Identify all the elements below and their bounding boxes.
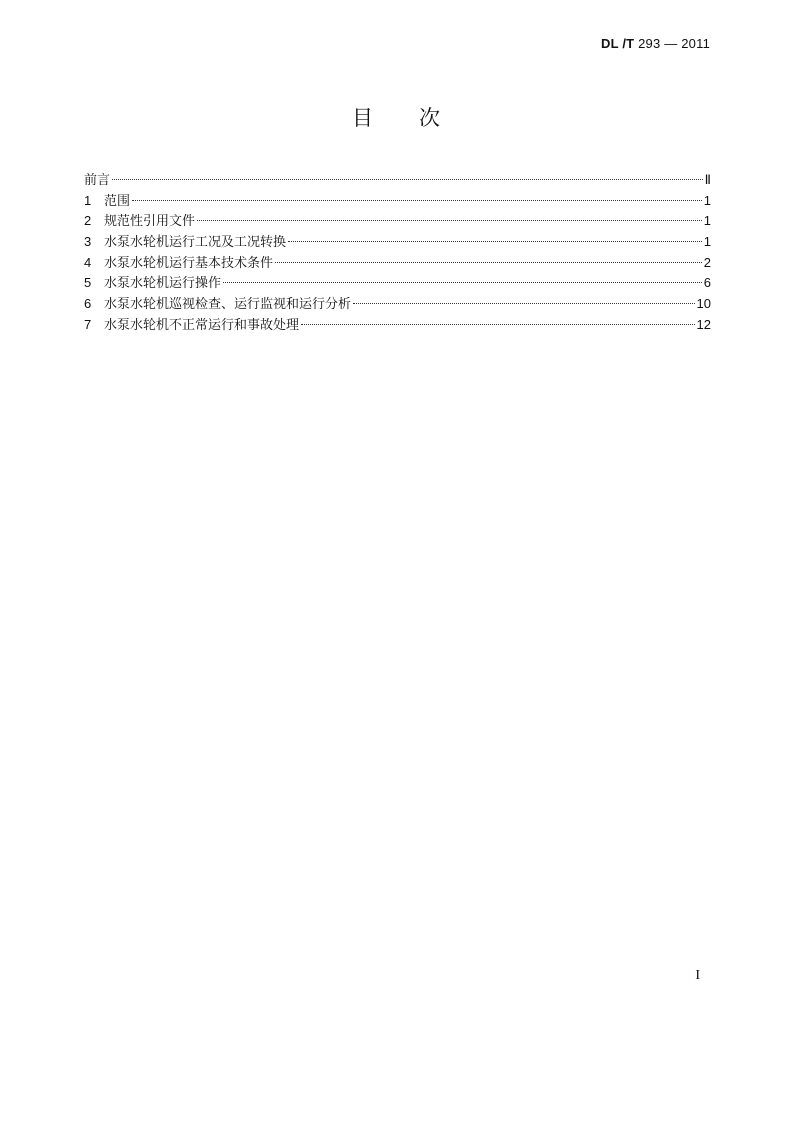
dot-leader [301, 324, 695, 325]
toc-entry-5[interactable] [84, 273, 711, 294]
toc-page-number: 1 [703, 192, 711, 208]
dot-leader [132, 200, 702, 201]
toc-page-number: 1 [703, 213, 711, 229]
toc-entry-label: 水泵水轮机巡视检查、运行监视和运行分析 [104, 297, 352, 313]
dot-leader [223, 282, 702, 283]
toc-entry-foreword[interactable] [84, 170, 711, 191]
dot-leader [275, 262, 702, 263]
toc-section-number: 5 [84, 275, 92, 291]
toc-section-number: 4 [84, 254, 92, 270]
standard-prefix: DL /T [601, 36, 635, 51]
toc-section-number: 2 [84, 213, 92, 229]
toc-section-number: 3 [84, 234, 92, 250]
toc-entry-label: 水泵水轮机运行基本技术条件 [104, 255, 274, 271]
toc-entry-6[interactable] [84, 294, 711, 315]
toc-entry-7[interactable] [84, 315, 711, 336]
toc-page-number: 6 [703, 275, 711, 291]
dot-leader [197, 220, 702, 221]
standard-code-header [601, 36, 710, 51]
standard-number: 293 — 2011 [638, 36, 710, 51]
toc-entry-label: 水泵水轮机不正常运行和事故处理 [104, 317, 300, 333]
toc-entry-label: 水泵水轮机运行工况及工况转换 [104, 235, 287, 251]
title-char-2: 次 [419, 106, 442, 130]
toc-page-number: 10 [696, 296, 711, 312]
toc-entry-label: 规范性引用文件 [104, 214, 196, 230]
toc-page-number: 12 [696, 316, 711, 332]
toc-entry-label: 水泵水轮机运行操作 [104, 276, 222, 292]
toc-entry-2[interactable] [84, 211, 711, 232]
toc-section-number: 6 [84, 296, 92, 312]
page-title [0, 102, 794, 132]
toc-page-number: 1 [703, 234, 711, 250]
toc-entry-1[interactable] [84, 191, 711, 212]
toc-page-number: Ⅱ [704, 172, 711, 187]
dot-leader [353, 303, 695, 304]
dot-leader [112, 179, 703, 180]
toc-page-number: 2 [703, 254, 711, 270]
footer-page-number: I [695, 968, 700, 983]
toc-entry-label: 前言 [84, 173, 111, 188]
toc-section-number: 1 [84, 192, 92, 208]
toc-entry-3[interactable] [84, 232, 711, 253]
dot-leader [288, 241, 702, 242]
table-of-contents [84, 170, 711, 336]
toc-entry-label: 范围 [104, 193, 131, 209]
toc-section-number: 7 [84, 316, 92, 332]
title-char-1: 目 [352, 106, 375, 130]
toc-entry-4[interactable] [84, 253, 711, 274]
